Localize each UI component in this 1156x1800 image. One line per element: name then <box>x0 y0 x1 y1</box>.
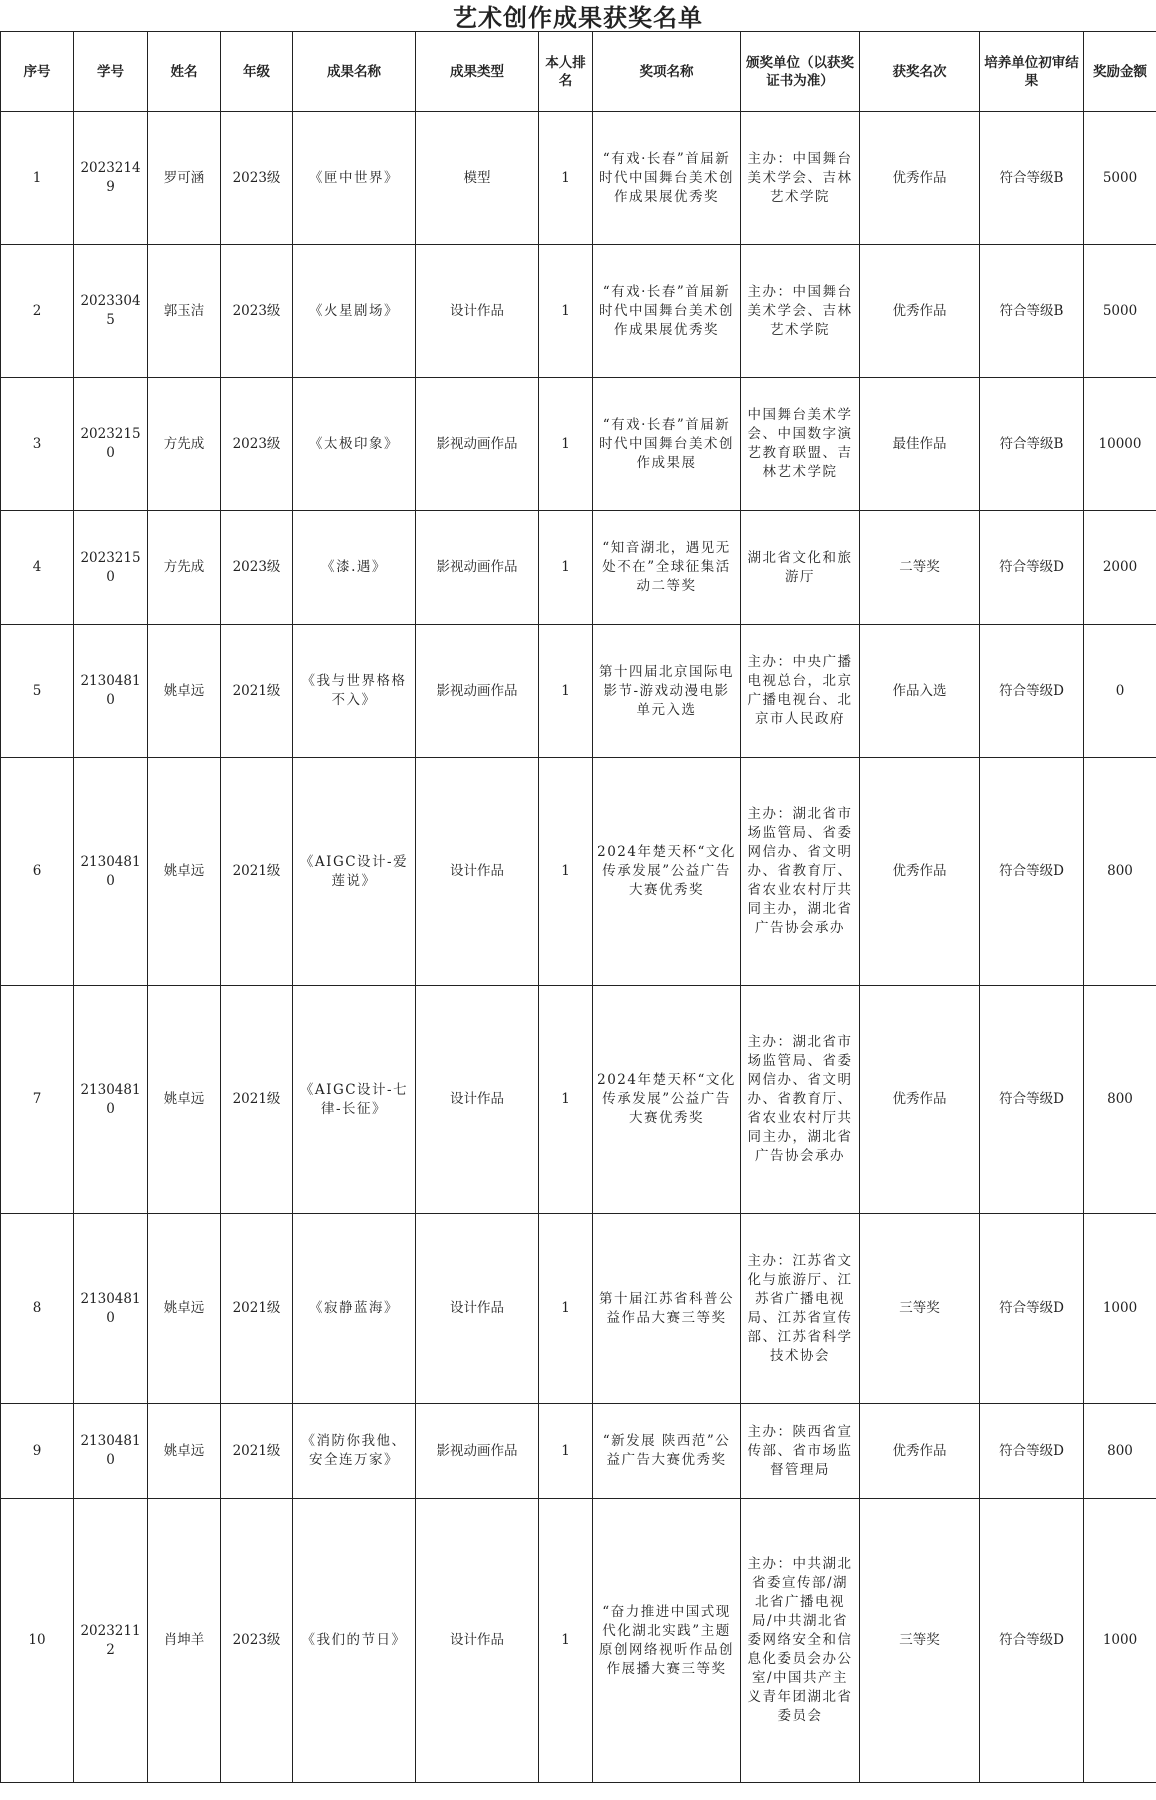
table-row <box>1 1499 1156 1783</box>
cell-grade: 2021级 <box>221 1404 293 1499</box>
cell-grade: 2023级 <box>221 245 293 378</box>
cell-award-place: 优秀作品 <box>860 758 980 986</box>
cell-name: 罗可涵 <box>148 112 221 245</box>
col-header-award-place: 获奖名次 <box>860 32 980 112</box>
cell-index: 2 <box>1 245 74 378</box>
cell-work-type: 模型 <box>416 112 539 245</box>
cell-personal-rank: 1 <box>539 625 593 758</box>
cell-award-place: 三等奖 <box>860 1214 980 1404</box>
cell-student-id: 20233045 <box>74 245 148 378</box>
col-header-student-id: 学号 <box>74 32 148 112</box>
cell-award-place: 三等奖 <box>860 1499 980 1783</box>
cell-work-type: 设计作品 <box>416 245 539 378</box>
col-header-name: 姓名 <box>148 32 221 112</box>
table-row <box>1 625 1156 758</box>
cell-work-title: 《AIGC设计-爱莲说》 <box>293 758 416 986</box>
cell-amount: 5000 <box>1084 245 1156 378</box>
cell-review: 符合等级D <box>980 1404 1084 1499</box>
table-row <box>1 245 1156 378</box>
cell-amount: 800 <box>1084 986 1156 1214</box>
cell-index: 3 <box>1 378 74 511</box>
cell-work-title: 《我与世界格格不入》 <box>293 625 416 758</box>
col-header-review: 培养单位初审结果 <box>980 32 1084 112</box>
cell-name: 方先成 <box>148 378 221 511</box>
cell-name: 肖坤羊 <box>148 1499 221 1783</box>
cell-issuer: 主办：中国舞台美术学会、吉林艺术学院 <box>741 245 860 378</box>
cell-amount: 800 <box>1084 1404 1156 1499</box>
cell-review: 符合等级D <box>980 986 1084 1214</box>
cell-review: 符合等级D <box>980 758 1084 986</box>
table-row <box>1 1404 1156 1499</box>
col-header-work-type: 成果类型 <box>416 32 539 112</box>
cell-review: 符合等级D <box>980 511 1084 625</box>
cell-award-name: 2024年楚天杯“文化传承发展”公益广告大赛优秀奖 <box>593 986 741 1214</box>
col-header-amount: 奖励金额 <box>1084 32 1156 112</box>
table-row <box>1 112 1156 245</box>
cell-personal-rank: 1 <box>539 1404 593 1499</box>
col-header-index: 序号 <box>1 32 74 112</box>
cell-student-id: 21304810 <box>74 1214 148 1404</box>
cell-student-id: 20232149 <box>74 112 148 245</box>
cell-review: 符合等级B <box>980 245 1084 378</box>
cell-student-id: 21304810 <box>74 625 148 758</box>
col-header-grade: 年级 <box>221 32 293 112</box>
cell-name: 姚卓远 <box>148 1404 221 1499</box>
cell-work-type: 设计作品 <box>416 986 539 1214</box>
table-row <box>1 511 1156 625</box>
cell-award-name: “有戏·长春”首届新时代中国舞台美术创作成果展 <box>593 378 741 511</box>
cell-personal-rank: 1 <box>539 758 593 986</box>
cell-grade: 2021级 <box>221 1214 293 1404</box>
cell-student-id: 21304810 <box>74 758 148 986</box>
col-header-issuer: 颁奖单位（以获奖证书为准） <box>741 32 860 112</box>
cell-amount: 10000 <box>1084 378 1156 511</box>
cell-amount: 1000 <box>1084 1214 1156 1404</box>
cell-personal-rank: 1 <box>539 511 593 625</box>
cell-work-title: 《漆.遇》 <box>293 511 416 625</box>
cell-review: 符合等级D <box>980 1214 1084 1404</box>
cell-award-name: 2024年楚天杯“文化传承发展”公益广告大赛优秀奖 <box>593 758 741 986</box>
cell-work-title: 《匣中世界》 <box>293 112 416 245</box>
cell-index: 5 <box>1 625 74 758</box>
cell-name: 姚卓远 <box>148 625 221 758</box>
cell-grade: 2023级 <box>221 511 293 625</box>
cell-work-type: 影视动画作品 <box>416 625 539 758</box>
cell-work-type: 设计作品 <box>416 1214 539 1404</box>
cell-index: 10 <box>1 1499 74 1783</box>
cell-amount: 2000 <box>1084 511 1156 625</box>
cell-work-title: 《寂静蓝海》 <box>293 1214 416 1404</box>
cell-personal-rank: 1 <box>539 378 593 511</box>
cell-award-name: “有戏·长春”首届新时代中国舞台美术创作成果展优秀奖 <box>593 112 741 245</box>
cell-award-name: “新发展 陕西范”公益广告大赛优秀奖 <box>593 1404 741 1499</box>
cell-work-title: 《火星剧场》 <box>293 245 416 378</box>
cell-grade: 2021级 <box>221 758 293 986</box>
cell-index: 1 <box>1 112 74 245</box>
cell-student-id: 21304810 <box>74 1404 148 1499</box>
cell-issuer: 中国舞台美术学会、中国数字演艺教育联盟、吉林艺术学院 <box>741 378 860 511</box>
cell-work-type: 影视动画作品 <box>416 511 539 625</box>
cell-award-place: 优秀作品 <box>860 245 980 378</box>
cell-review: 符合等级D <box>980 1499 1084 1783</box>
cell-award-place: 二等奖 <box>860 511 980 625</box>
cell-personal-rank: 1 <box>539 1214 593 1404</box>
cell-award-name: “奋力推进中国式现代化湖北实践”主题原创网络视听作品创作展播大赛三等奖 <box>593 1499 741 1783</box>
cell-amount: 0 <box>1084 625 1156 758</box>
cell-personal-rank: 1 <box>539 1499 593 1783</box>
col-header-work-title: 成果名称 <box>293 32 416 112</box>
table-row <box>1 986 1156 1214</box>
table-row <box>1 758 1156 986</box>
cell-index: 9 <box>1 1404 74 1499</box>
cell-work-title: 《太极印象》 <box>293 378 416 511</box>
cell-student-id: 20232150 <box>74 378 148 511</box>
cell-amount: 1000 <box>1084 1499 1156 1783</box>
cell-issuer: 主办：湖北省市场监管局、省委网信办、省文明办、省教育厅、省农业农村厅共同主办，湖北省广告协会承办 <box>741 986 860 1214</box>
cell-issuer: 主办：江苏省文化与旅游厅、江苏省广播电视局、江苏省宣传部、江苏省科学技术协会 <box>741 1214 860 1404</box>
cell-name: 方先成 <box>148 511 221 625</box>
cell-issuer: 主办：中共湖北省委宣传部/湖北省广播电视局/中共湖北省委网络安全和信息化委员会办公室/中国共产主义青年团湖北省委员会 <box>741 1499 860 1783</box>
col-header-personal-rank: 本人排名 <box>539 32 593 112</box>
cell-work-title: 《我们的节日》 <box>293 1499 416 1783</box>
cell-name: 郭玉洁 <box>148 245 221 378</box>
cell-name: 姚卓远 <box>148 1214 221 1404</box>
cell-name: 姚卓远 <box>148 986 221 1214</box>
cell-work-title: 《消防你我他、安全连万家》 <box>293 1404 416 1499</box>
cell-award-place: 最佳作品 <box>860 378 980 511</box>
col-header-award-name: 奖项名称 <box>593 32 741 112</box>
cell-index: 6 <box>1 758 74 986</box>
cell-personal-rank: 1 <box>539 245 593 378</box>
cell-amount: 800 <box>1084 758 1156 986</box>
cell-work-title: 《AIGC设计-七律-长征》 <box>293 986 416 1214</box>
cell-index: 7 <box>1 986 74 1214</box>
cell-grade: 2023级 <box>221 1499 293 1783</box>
cell-issuer: 主办：中国舞台美术学会、吉林艺术学院 <box>741 112 860 245</box>
cell-work-type: 影视动画作品 <box>416 1404 539 1499</box>
awards-table <box>0 31 1156 1783</box>
cell-award-place: 优秀作品 <box>860 986 980 1214</box>
cell-student-id: 20232112 <box>74 1499 148 1783</box>
cell-index: 4 <box>1 511 74 625</box>
cell-award-place: 作品入选 <box>860 625 980 758</box>
sheet-title: 艺术创作成果获奖名单 <box>453 3 703 32</box>
cell-grade: 2021级 <box>221 986 293 1214</box>
cell-award-name: “知音湖北，遇见无处不在”全球征集活动二等奖 <box>593 511 741 625</box>
cell-work-type: 设计作品 <box>416 1499 539 1783</box>
cell-review: 符合等级B <box>980 378 1084 511</box>
cell-grade: 2021级 <box>221 625 293 758</box>
cell-issuer: 主办：中央广播电视总台，北京广播电视台、北京市人民政府 <box>741 625 860 758</box>
cell-review: 符合等级B <box>980 112 1084 245</box>
cell-work-type: 设计作品 <box>416 758 539 986</box>
cell-name: 姚卓远 <box>148 758 221 986</box>
cell-award-place: 优秀作品 <box>860 1404 980 1499</box>
cell-grade: 2023级 <box>221 378 293 511</box>
cell-issuer: 湖北省文化和旅游厅 <box>741 511 860 625</box>
cell-work-type: 影视动画作品 <box>416 378 539 511</box>
cell-student-id: 20232150 <box>74 511 148 625</box>
table-row <box>1 378 1156 511</box>
cell-student-id: 21304810 <box>74 986 148 1214</box>
cell-grade: 2023级 <box>221 112 293 245</box>
cell-award-name: 第十届江苏省科普公益作品大赛三等奖 <box>593 1214 741 1404</box>
cell-award-name: “有戏·长春”首届新时代中国舞台美术创作成果展优秀奖 <box>593 245 741 378</box>
cell-review: 符合等级D <box>980 625 1084 758</box>
cell-personal-rank: 1 <box>539 112 593 245</box>
cell-issuer: 主办：湖北省市场监管局、省委网信办、省文明办、省教育厅、省农业农村厅共同主办，湖北省广告协会承办 <box>741 758 860 986</box>
cell-personal-rank: 1 <box>539 986 593 1214</box>
header-row <box>1 32 1156 112</box>
table-row <box>1 1214 1156 1404</box>
cell-award-place: 优秀作品 <box>860 112 980 245</box>
cell-index: 8 <box>1 1214 74 1404</box>
cell-amount: 5000 <box>1084 112 1156 245</box>
cell-issuer: 主办：陕西省宣传部、省市场监督管理局 <box>741 1404 860 1499</box>
cell-award-name: 第十四届北京国际电影节-游戏动漫电影单元入选 <box>593 625 741 758</box>
